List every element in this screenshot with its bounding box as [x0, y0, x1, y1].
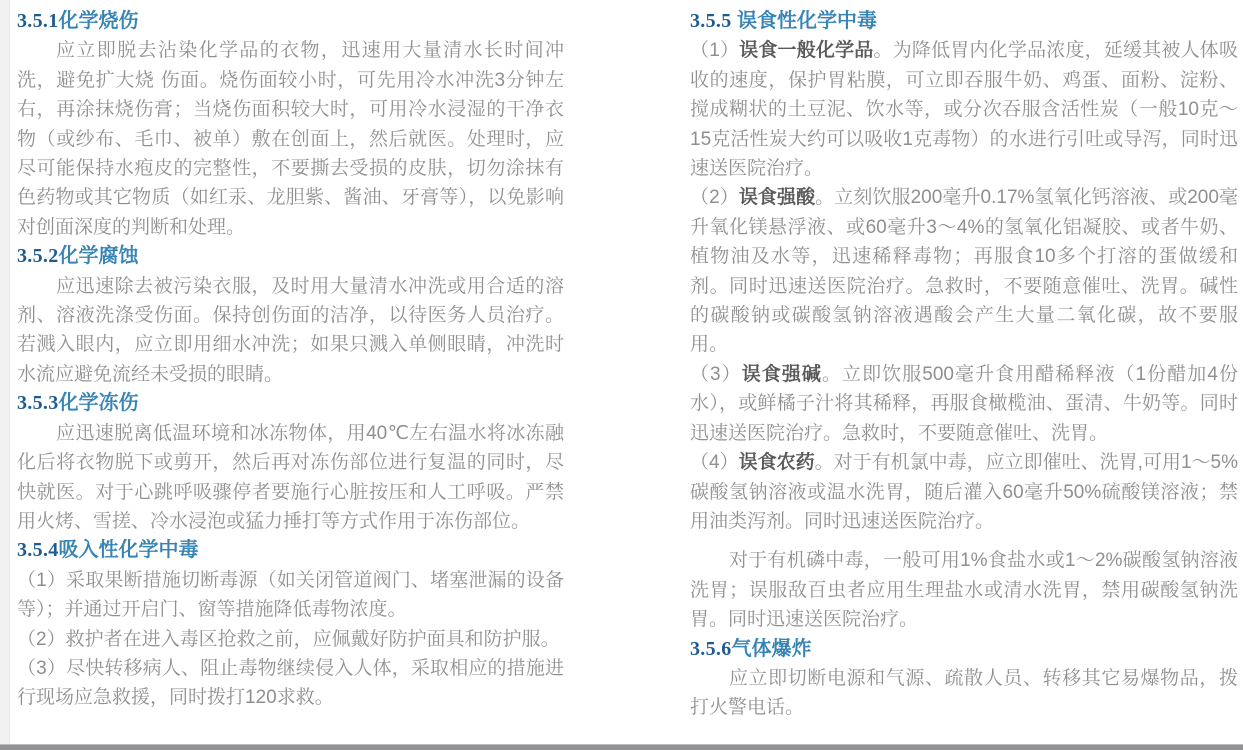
paragraph: （1）采取果断措施切断毒源（如关闭管道阀门、堵塞泄漏的设备等）；并通过开启门、窗等措施降低毒物浓度。	[17, 569, 564, 621]
column-right	[690, 7, 1238, 723]
page-left-margin-strip	[0, 0, 10, 750]
paragraph	[690, 36, 1238, 183]
paragraph	[690, 448, 1238, 536]
item-text: 。为降低胃内化学品浓度，延缓其被人体吸收的速度，保护胃粘膜，可立即吞服牛奶、鸡蛋、面粉、淀粉、搅成糊状的土豆泥、饮水等，或分次吞服含活性炭（一般10克～15克活性炭大约可以吸收1克毒物）的水进行引吐或导泻，同时迅速送医院治疗。	[690, 40, 1238, 180]
item-lead: 误食一般化学品	[739, 40, 874, 62]
paragraph: 应立即脱去沾染化学品的衣物，迅速用大量清水长时间冲洗，避免扩大烧 伤面。烧伤面较小时，可先用冷水冲洗3分钟左右，再涂抹烧伤膏；当烧伤面积较大时，可用冷水浸湿的干净衣物（或纱布、毛巾、被单）敷在创面上，然后就医。处理时，应尽可能保持水疱皮的完整性，不要撕去受损的皮肤，切勿涂抹有色药物或其它物质（如红汞、龙胆紫、酱油、牙膏等），以免影响对创面深度的判断和处理。	[17, 40, 564, 238]
paragraph	[690, 360, 1238, 448]
item-lead: 误食强酸	[738, 187, 816, 209]
paragraph: 应迅速除去被污染衣服，及时用大量清水冲洗或用合适的溶剂、溶液洗涤受伤面。保持创伤面的洁净，以待医务人员治疗。若溅入眼内，应立即用细水冲洗；如果只溅入单侧眼睛，冲洗时水流应避免流经未受损的眼睛。	[17, 275, 564, 385]
section-heading	[690, 635, 1238, 664]
section-heading	[17, 7, 564, 36]
paragraph: 应立即切断电源和气源、疏散人员、转移其它易爆物品，拨打火警电话。	[690, 667, 1238, 719]
paragraph: 对于有机磷中毒，一般可用1%食盐水或1～2%碳酸氢钠溶液洗胃；误服敌百虫者应用生理盐水或清水洗胃，禁用碳酸氢钠洗胃。同时迅速送医院治疗。	[690, 550, 1238, 631]
section-heading-number: 3.5.2	[17, 245, 59, 268]
item-number: （4）	[690, 452, 739, 474]
section-heading-title: 化学冻伤	[58, 392, 139, 415]
paragraph: （2）救护者在进入毒区抢救之前，应佩戴好防护面具和防护服。	[17, 628, 560, 650]
item-text: 。立刻饮服200毫升0.17%氢氧化钙溶液、或200毫升氧化镁悬浮液、或60毫升3～4%的氢氧化铝凝胶、或者牛奶、植物油及水等，迅速稀释毒物；再服食10多个打溶的蛋做缓和剂。同时迅速送医院治疗。急救时，不要随意催吐、洗胃。碱性的碳酸钠或碳酸氢钠溶液遇酸会产生大量二氧化碳，故不要服用。	[690, 187, 1238, 356]
section-heading-title: 吸入性化学中毒	[58, 539, 199, 562]
section-heading	[17, 536, 564, 565]
item-text: 。立即饮服500毫升食用醋稀释液（1份醋加4份水），或鲜橘子汁将其稀释，再服食橄榄油、蛋清、牛奶等。同时迅速送医院治疗。急救时，不要随意催吐、洗胃。	[690, 363, 1238, 444]
item-text: 。对于有机氯中毒，应立即催吐、洗胃,可用1～5%碳酸氢钠溶液或温水洗胃，随后灌入60毫升50%硫酸镁溶液；禁用油类泻剂。同时迅速送医院治疗。	[690, 452, 1238, 532]
section-heading	[690, 7, 1238, 36]
section-heading-title: 化学烧伤	[58, 10, 139, 32]
item-lead: 误食强碱	[741, 363, 822, 385]
page-bottom-edge	[0, 744, 1243, 750]
paragraph	[690, 183, 1238, 359]
item-number: （2）	[690, 187, 739, 209]
section-heading-number: 3.5.3	[17, 392, 59, 415]
section-heading	[17, 242, 564, 271]
item-number: （1）	[690, 40, 740, 62]
section-heading-number: 3.5.5	[690, 10, 732, 32]
column-left	[17, 7, 564, 713]
section-heading-number: 3.5.1	[17, 10, 59, 32]
section-heading-number: 3.5.4	[17, 539, 59, 562]
section-heading-title: 误食性化学中毒	[731, 10, 878, 32]
paragraph: （3）尽快转移病人、阻止毒物继续侵入人体，采取相应的措施进行现场应急救援，同时拨打120求救。	[17, 657, 564, 709]
section-heading-title: 气体爆炸	[731, 637, 812, 660]
section-heading-number: 3.5.6	[690, 637, 732, 660]
item-number: （3）	[690, 363, 742, 385]
item-lead: 误食农药	[738, 452, 815, 474]
paragraph: 应迅速脱离低温环境和冰冻物体，用40℃左右温水将冰冻融化后将衣物脱下或剪开，然后再对冻伤部位进行复温的同时，尽快就医。对于心跳呼吸骤停者要施行心脏按压和人工呼吸。严禁用火烤、雪搓、冷水浸泡或猛力捶打等方式作用于冻伤部位。	[17, 422, 564, 532]
section-heading	[17, 389, 564, 418]
section-heading-title: 化学腐蚀	[58, 245, 139, 268]
